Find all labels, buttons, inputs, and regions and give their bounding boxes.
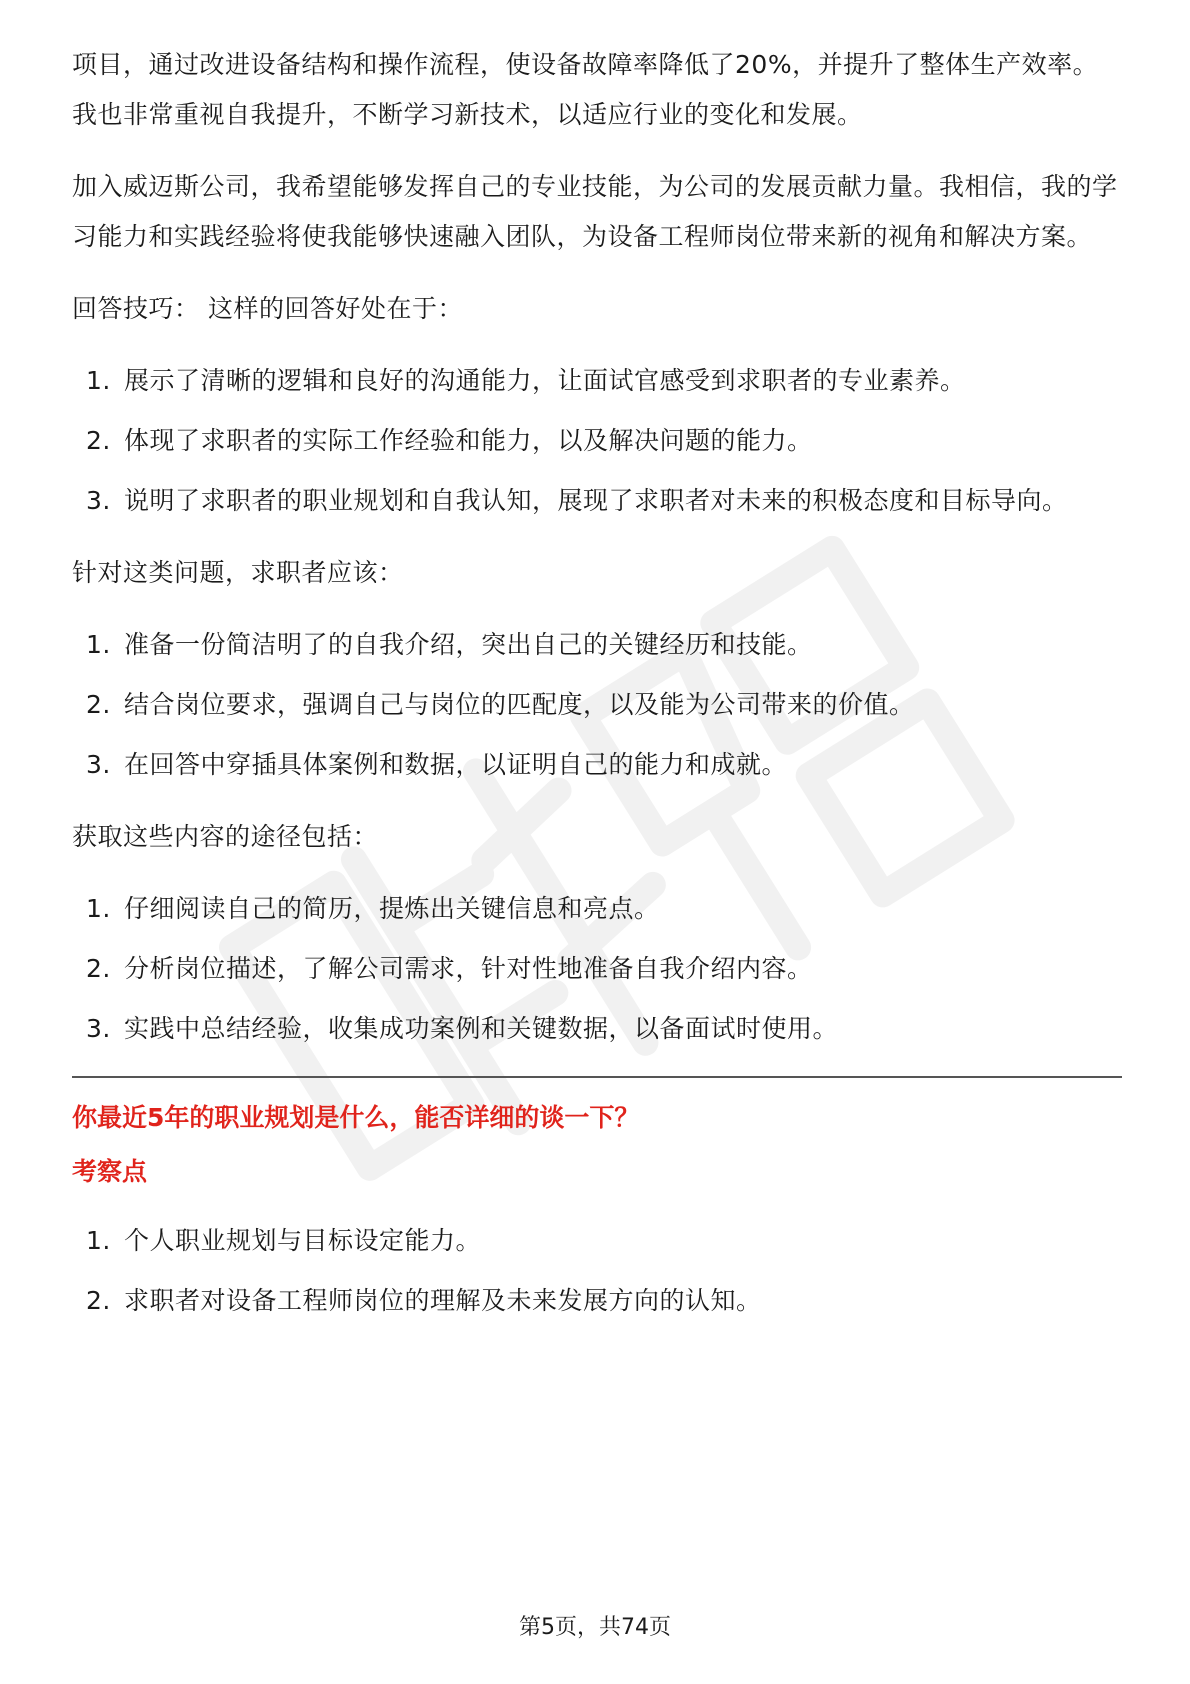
list-number: 3. xyxy=(86,486,111,515)
list-number: 2. xyxy=(86,954,111,983)
list-text: 说明了求职者的职业规划和自我认知，展现了求职者对未来的积极态度和目标导向。 xyxy=(124,486,1068,515)
list-item xyxy=(72,1276,1122,1326)
document-page xyxy=(72,40,1122,1348)
list-text: 展示了清晰的逻辑和良好的沟通能力，让面试官感受到求职者的专业素养。 xyxy=(124,366,966,395)
advice-list xyxy=(72,620,1122,790)
list-item xyxy=(72,680,1122,730)
list-item xyxy=(72,416,1122,466)
question-title: 你最近5年的职业规划是什么，能否详细的谈一下？ xyxy=(72,1103,640,1132)
assessment-list xyxy=(72,1216,1122,1326)
tips-heading: 回答技巧： 这样的回答好处在于： xyxy=(72,294,463,323)
list-number: 2. xyxy=(86,690,111,719)
intro-paragraph-2: 加入威迈斯公司，我希望能够发挥自己的专业技能，为公司的发展贡献力量。我相信，我的学习能力和实践经验将使我能够快速融入团队，为设备工程师岗位带来新的视角和解决方案。 xyxy=(72,172,1118,251)
list-text: 求职者对设备工程师岗位的理解及未来发展方向的认知。 xyxy=(124,1286,762,1315)
page-footer: 第5页，共74页 xyxy=(519,1615,671,1640)
list-text: 实践中总结经验，收集成功案例和关键数据，以备面试时使用。 xyxy=(124,1014,839,1043)
list-number: 3. xyxy=(86,1014,111,1043)
tips-list xyxy=(72,356,1122,526)
list-text: 仔细阅读自己的简历，提炼出关键信息和亮点。 xyxy=(124,894,660,923)
sources-list xyxy=(72,884,1122,1054)
list-number: 1. xyxy=(86,894,111,923)
sources-heading: 获取这些内容的途径包括： xyxy=(72,822,379,851)
list-number: 1. xyxy=(86,630,111,659)
list-number: 2. xyxy=(86,1286,111,1315)
list-number: 1. xyxy=(86,1226,111,1255)
list-item xyxy=(72,620,1122,670)
list-text: 体现了求职者的实际工作经验和能力，以及解决问题的能力。 xyxy=(124,426,813,455)
list-item xyxy=(72,944,1122,994)
list-text: 分析岗位描述，了解公司需求，针对性地准备自我介绍内容。 xyxy=(124,954,813,983)
list-item xyxy=(72,884,1122,934)
list-number: 2. xyxy=(86,426,111,455)
list-item xyxy=(72,356,1122,406)
list-text: 在回答中穿插具体案例和数据，以证明自己的能力和成就。 xyxy=(124,750,788,779)
list-number: 1. xyxy=(86,366,111,395)
list-item xyxy=(72,1216,1122,1266)
list-item xyxy=(72,740,1122,790)
list-item xyxy=(72,476,1122,526)
list-number: 3. xyxy=(86,750,111,779)
list-item xyxy=(72,1004,1122,1054)
list-text: 准备一份简洁明了的自我介绍，突出自己的关键经历和技能。 xyxy=(124,630,813,659)
advice-heading: 针对这类问题，求职者应该： xyxy=(72,558,404,587)
section-divider xyxy=(72,1076,1122,1078)
list-text: 个人职业规划与目标设定能力。 xyxy=(124,1226,482,1255)
list-text: 结合岗位要求，强调自己与岗位的匹配度，以及能为公司带来的价值。 xyxy=(124,690,915,719)
assessment-label: 考察点 xyxy=(72,1157,148,1186)
intro-paragraph-1: 项目，通过改进设备结构和操作流程，使设备故障率降低了20%，并提升了整体生产效率。我也非常重视自我提升，不断学习新技术，以适应行业的变化和发展。 xyxy=(72,50,1099,129)
